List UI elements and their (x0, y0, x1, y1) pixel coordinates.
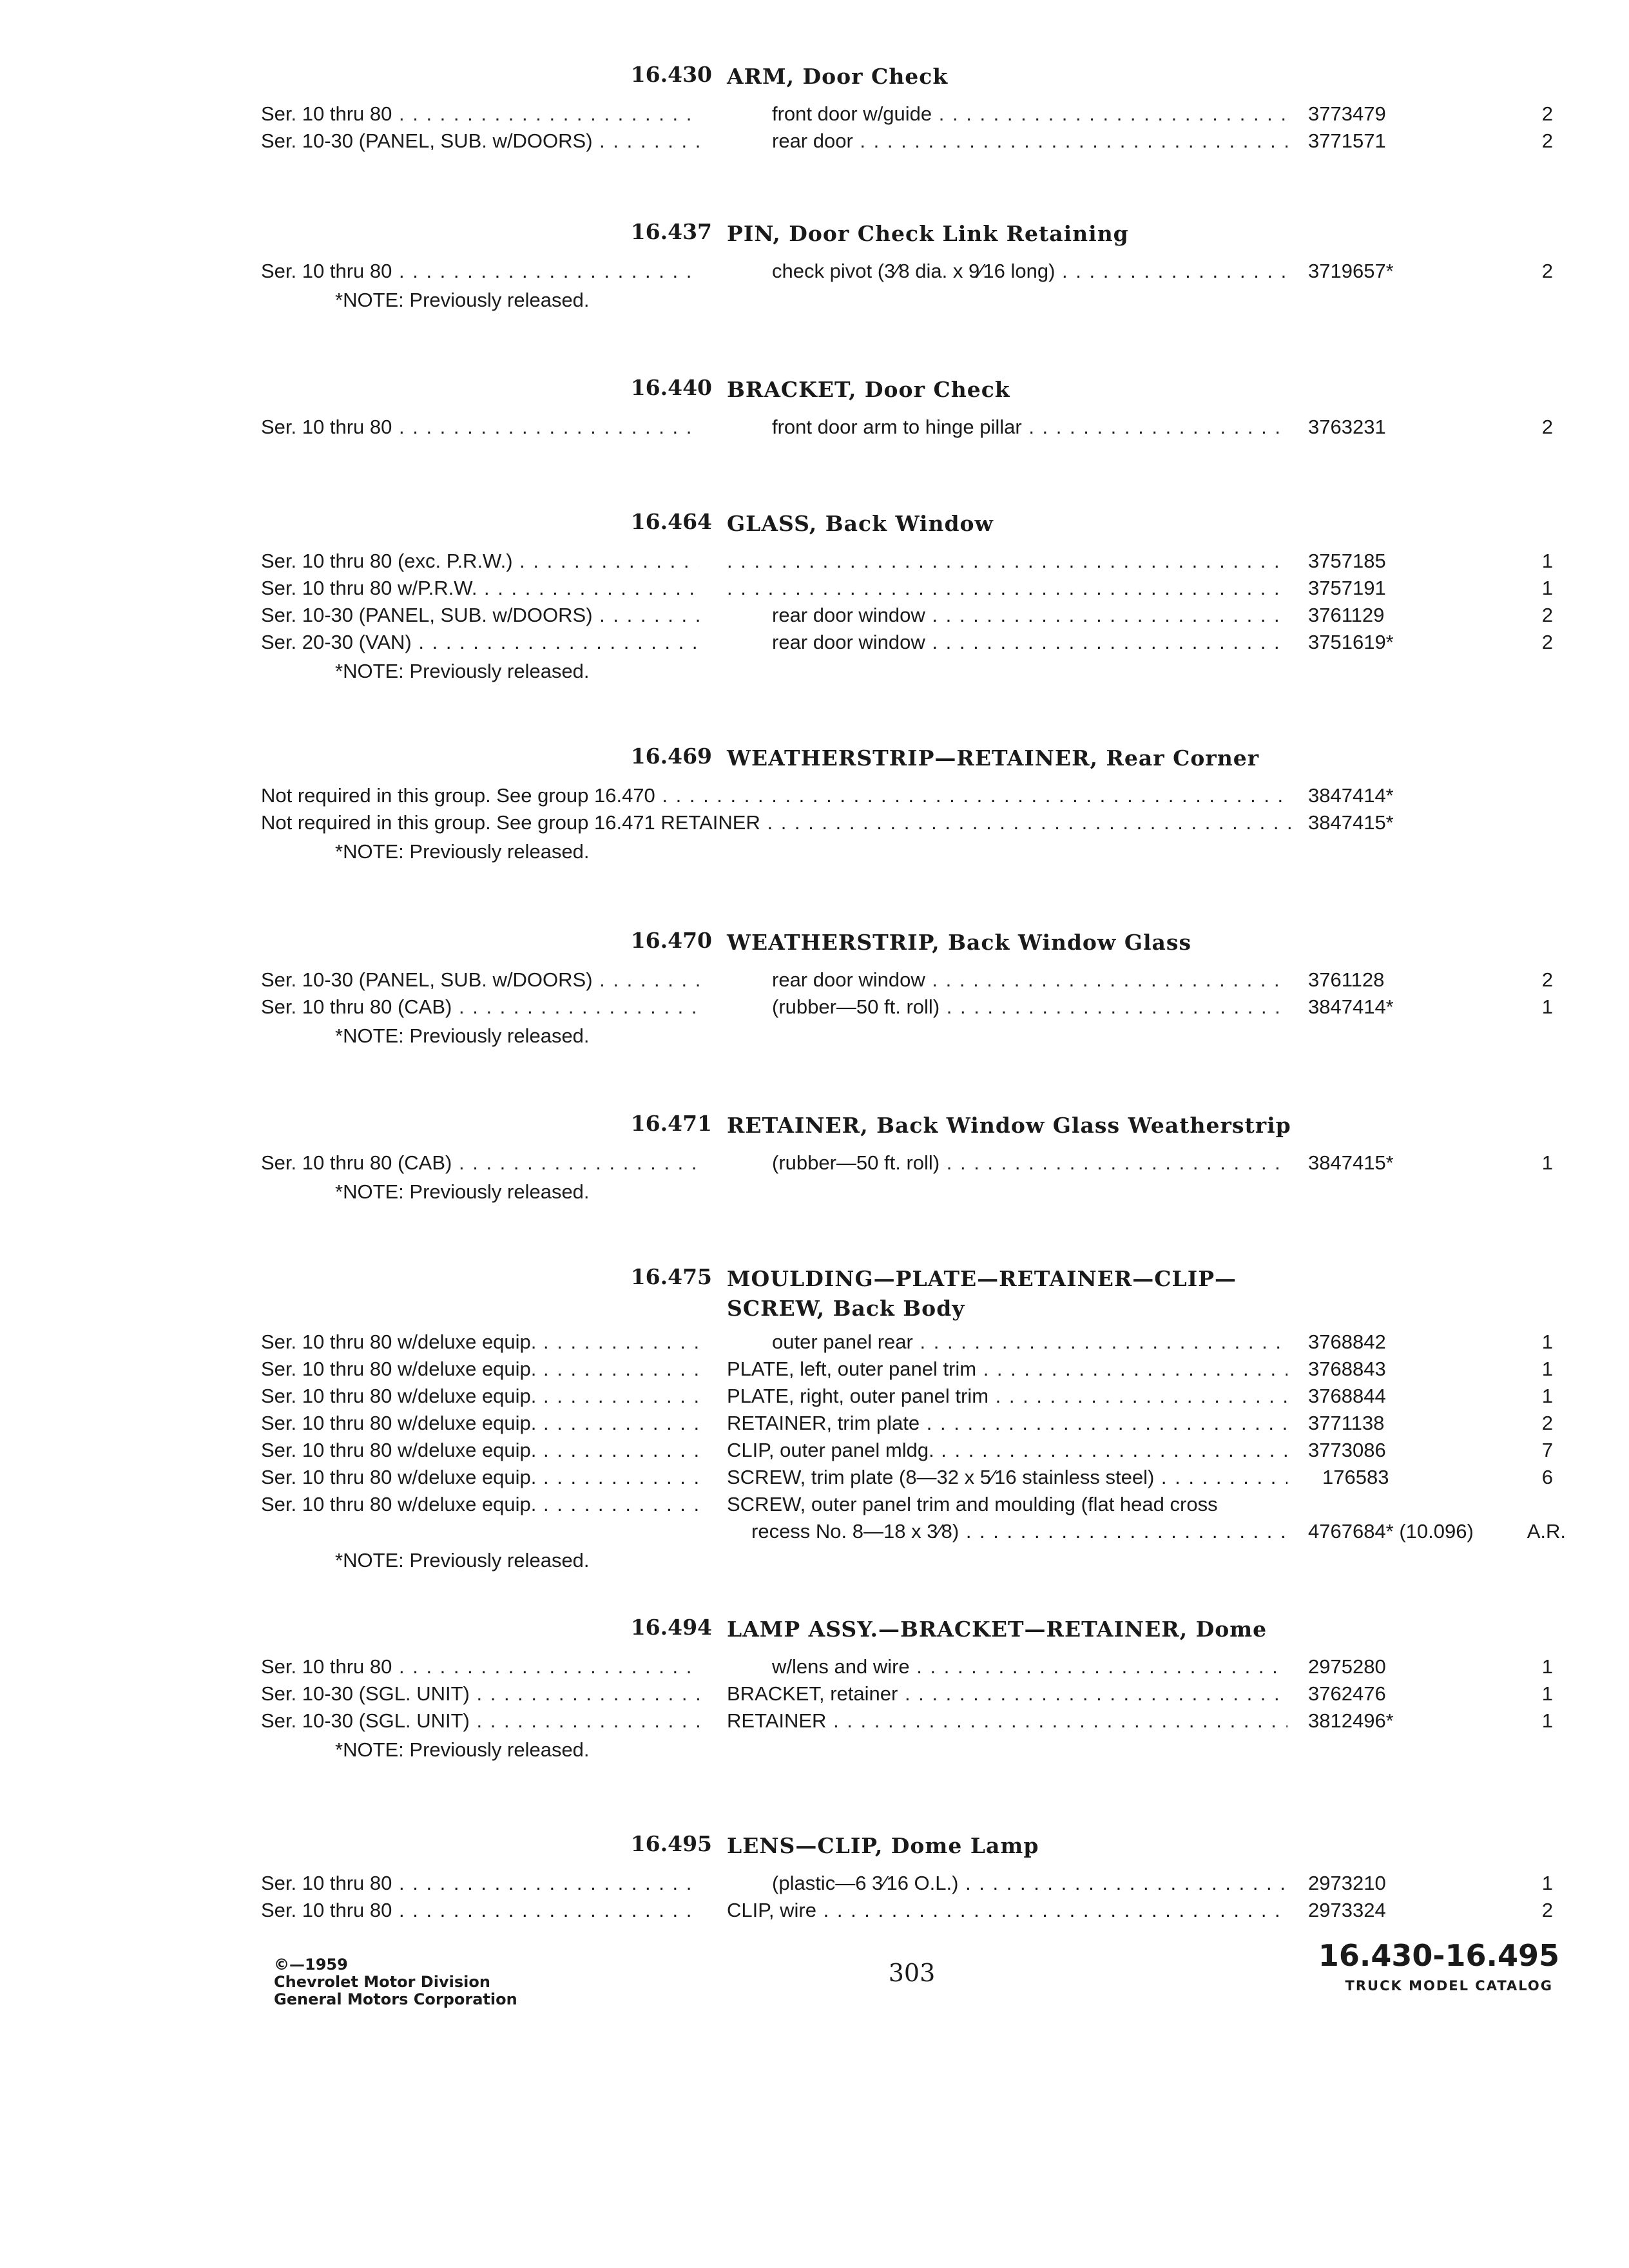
note-text: *NOTE: Previously released. (335, 1549, 590, 1571)
note-text: *NOTE: Previously released. (335, 289, 590, 311)
quantity-cell: 2 (1541, 416, 1553, 438)
table-row (0, 1680, 1629, 1707)
series-cell: Ser. 10 thru 80 . . . (261, 1897, 699, 1924)
series-cell: Ser. 10 thru 80 . . . (261, 1653, 699, 1680)
description-cell: (plastic—6 3⁄16 O.L.) . . . (727, 1870, 1287, 1897)
part-number-cell: 3763231 (1308, 416, 1386, 438)
series-cell: Not required in this group. See group 16.471 RETAINER . . . (261, 809, 1292, 836)
quantity-cell: 2 (1541, 631, 1553, 653)
quantity-cell: 2 (1541, 1899, 1553, 1921)
part-number-cell: 3768842 (1308, 1331, 1386, 1353)
series-cell: Ser. 10 thru 80 . . . (261, 101, 699, 128)
quantity-cell: 1 (1541, 550, 1553, 572)
description-cell: RETAINER, trim plate . . . (727, 1410, 1287, 1437)
description-cell: PLATE, left, outer panel trim . . . (727, 1356, 1287, 1383)
description-cell (727, 548, 1287, 575)
part-number-cell: 3757185 (1308, 550, 1386, 572)
part-number-cell: 3751619* (1308, 631, 1394, 653)
part-number-cell: 3773479 (1308, 102, 1386, 125)
description-cell: (rubber—50 ft. roll) . . . (727, 994, 1287, 1021)
group-title: GLASS, Back Window (727, 511, 994, 536)
description-cell: rear door window . . . (727, 602, 1287, 629)
series-cell: Ser. 10 thru 80 w/deluxe equip. . . . (261, 1491, 699, 1518)
part-number-cell: 3847415* (1308, 811, 1394, 834)
quantity-cell: 1 (1541, 1709, 1553, 1732)
table-row (0, 101, 1629, 128)
part-number-cell: 2973324 (1308, 1899, 1386, 1921)
series-cell: Ser. 10-30 (SGL. UNIT) . . . (261, 1680, 699, 1707)
quantity-cell: A.R. (1527, 1520, 1566, 1542)
series-cell: Ser. 10 thru 80 (CAB) . . . (261, 994, 699, 1021)
table-row (0, 966, 1629, 994)
series-cell: Ser. 10 thru 80 w/deluxe equip. . . . (261, 1437, 699, 1464)
table-row (0, 994, 1629, 1021)
table-row (0, 1437, 1629, 1464)
group-16-494 (0, 1615, 1629, 1765)
page-number: 303 (888, 1959, 936, 1987)
table-row (0, 1897, 1629, 1924)
table-row (0, 1149, 1629, 1177)
table-row (0, 782, 1629, 809)
part-number-cell: 2975280 (1308, 1655, 1386, 1678)
quantity-cell: 1 (1541, 1872, 1553, 1894)
quantity-cell: 1 (1541, 577, 1553, 599)
group-range: 16.430-16.495 (1318, 1938, 1559, 1973)
table-row (0, 1383, 1629, 1410)
group-16-495 (0, 1831, 1629, 1924)
part-number-cell: 4767684* (10.096) (1308, 1520, 1474, 1542)
group-number: 16.430 (630, 62, 712, 87)
table-row (0, 575, 1629, 602)
part-number-cell: 3847414* (1308, 995, 1394, 1018)
part-number-cell: 3762476 (1308, 1682, 1386, 1705)
group-title: WEATHERSTRIP—RETAINER, Rear Corner (727, 745, 1260, 771)
description-cell: CLIP, outer panel mldg. . . . (727, 1437, 1287, 1464)
table-row (0, 1410, 1629, 1437)
quantity-cell: 1 (1541, 1358, 1553, 1380)
group-number: 16.437 (630, 219, 712, 244)
group-16-430 (0, 62, 1629, 155)
part-number-cell: 176583 (1322, 1466, 1389, 1488)
quantity-cell: 2 (1541, 604, 1553, 626)
description-cell: front door arm to hinge pillar . . . (727, 414, 1287, 441)
group-16-471 (0, 1111, 1629, 1207)
series-cell: Ser. 10 thru 80 (exc. P.R.W.) . . . (261, 548, 699, 575)
part-number-cell: 3719657* (1308, 260, 1394, 282)
group-16-475 (0, 1264, 1629, 1576)
group-number: 16.471 (630, 1111, 712, 1136)
group-number: 16.470 (630, 928, 712, 953)
description-cell: BRACKET, retainer . . . (727, 1680, 1287, 1707)
quantity-cell: 6 (1541, 1466, 1553, 1488)
group-number: 16.464 (630, 509, 712, 534)
description-cell: rear door . . . (727, 128, 1287, 155)
table-row (0, 1707, 1629, 1735)
group-title: RETAINER, Back Window Glass Weatherstrip (727, 1113, 1291, 1138)
series-cell: Ser. 10 thru 80 w/deluxe equip. . . . (261, 1356, 699, 1383)
group-title: LAMP ASSY.—BRACKET—RETAINER, Dome (727, 1617, 1268, 1642)
footer-publisher (274, 1956, 660, 2008)
description-cell: SCREW, outer panel trim and moulding (flat head cross (727, 1493, 1218, 1515)
group-16-437 (0, 219, 1629, 316)
quantity-cell: 1 (1541, 1151, 1553, 1174)
description-cell: rear door window . . . (727, 629, 1287, 656)
series-cell: Ser. 10 thru 80 w/deluxe equip. . . . (261, 1383, 699, 1410)
quantity-cell: 1 (1541, 1655, 1553, 1678)
group-title-line-2: SCREW, Back Body (727, 1296, 965, 1321)
group-title: LENS—CLIP, Dome Lamp (727, 1833, 1039, 1858)
group-16-469 (0, 744, 1629, 867)
part-number-cell: 3771138 (1308, 1412, 1385, 1434)
description-cell: check pivot (3⁄8 dia. x 9⁄16 long) . . . (727, 258, 1287, 285)
series-cell: Not required in this group. See group 16.470 . . . (261, 782, 1292, 809)
table-row (0, 1491, 1629, 1545)
part-number-cell: 3771571 (1308, 130, 1386, 152)
group-title: WEATHERSTRIP, Back Window Glass (727, 930, 1192, 955)
description-cell: w/lens and wire . . . (727, 1653, 1287, 1680)
series-cell: Ser. 20-30 (VAN) . . . (261, 629, 699, 656)
part-number-cell: 3757191 (1308, 577, 1386, 599)
group-16-464 (0, 509, 1629, 687)
quantity-cell: 2 (1541, 260, 1553, 282)
series-cell: Ser. 10 thru 80 w/deluxe equip. . . . (261, 1464, 699, 1491)
table-row (0, 602, 1629, 629)
table-row (0, 1464, 1629, 1491)
series-cell: Ser. 10-30 (PANEL, SUB. w/DOORS) . . . (261, 128, 699, 155)
table-row (0, 128, 1629, 155)
note-text: *NOTE: Previously released. (335, 1180, 590, 1203)
table-row (0, 1356, 1629, 1383)
note-text: *NOTE: Previously released. (335, 1738, 590, 1761)
part-number-cell: 3812496* (1308, 1709, 1394, 1732)
note-text: *NOTE: Previously released. (335, 660, 590, 682)
table-row (0, 548, 1629, 575)
description-cell: PLATE, right, outer panel trim . . . (727, 1383, 1287, 1410)
part-number-cell: 3773086 (1308, 1439, 1386, 1461)
group-title (727, 1264, 1403, 1323)
part-number-cell: 3768844 (1308, 1385, 1386, 1407)
quantity-cell: 2 (1541, 968, 1553, 991)
description-cell: RETAINER . . . (727, 1707, 1287, 1735)
group-16-470 (0, 928, 1629, 1052)
table-row (0, 1329, 1629, 1356)
group-number: 16.495 (630, 1831, 712, 1856)
series-cell: Ser. 10-30 (PANEL, SUB. w/DOORS) . . . (261, 602, 699, 629)
copyright-text: ©—1959 (274, 1956, 348, 1974)
group-number: 16.469 (630, 744, 712, 769)
quantity-cell: 2 (1541, 1412, 1553, 1434)
description-cell (727, 575, 1287, 602)
quantity-cell: 7 (1541, 1439, 1553, 1461)
part-number-cell: 2973210 (1308, 1872, 1386, 1894)
quantity-cell: 2 (1541, 102, 1553, 125)
description-cell: (rubber—50 ft. roll) . . . (727, 1149, 1287, 1177)
quantity-cell: 1 (1541, 1385, 1553, 1407)
group-number: 16.475 (630, 1264, 712, 1289)
note-text: *NOTE: Previously released. (335, 840, 590, 863)
description-cell-continued: recess No. 8—18 x 3⁄8) . . . (727, 1518, 1287, 1545)
series-cell: Ser. 10 thru 80 (CAB) . . . (261, 1149, 699, 1177)
series-cell: Ser. 10-30 (SGL. UNIT) . . . (261, 1707, 699, 1735)
description-cell: outer panel rear . . . (727, 1329, 1287, 1356)
quantity-cell: 2 (1541, 130, 1553, 152)
group-title: BRACKET, Door Check (727, 377, 1010, 402)
table-row (0, 629, 1629, 656)
description-cell: CLIP, wire . . . (727, 1897, 1287, 1924)
division-text: Chevrolet Motor Division (274, 1973, 490, 1991)
part-number-cell: 3847414* (1308, 784, 1394, 807)
group-title: ARM, Door Check (727, 64, 949, 89)
series-cell: Ser. 10 thru 80 w/deluxe equip. . . . (261, 1329, 699, 1356)
group-title-line-1: MOULDING—PLATE—RETAINER—CLIP— (727, 1266, 1237, 1291)
part-number-cell: 3768843 (1308, 1358, 1386, 1380)
quantity-cell: 1 (1541, 1682, 1553, 1705)
table-row (0, 258, 1629, 285)
quantity-cell: 1 (1541, 1331, 1553, 1353)
table-row (0, 414, 1629, 441)
group-16-440 (0, 375, 1629, 441)
catalog-name: TRUCK MODEL CATALOG (1345, 1978, 1553, 1994)
table-row (0, 1870, 1629, 1897)
group-title: PIN, Door Check Link Retaining (727, 221, 1129, 246)
table-row (0, 809, 1629, 836)
quantity-cell: 1 (1541, 995, 1553, 1018)
description-cell: front door w/guide . . . (727, 101, 1287, 128)
corporation-text: General Motors Corporation (274, 1990, 517, 2008)
part-number-cell: 3761128 (1308, 968, 1385, 991)
series-cell: Ser. 10-30 (PANEL, SUB. w/DOORS) . . . (261, 966, 699, 994)
description-cell: SCREW, trim plate (8—32 x 5⁄16 stainless steel) . . . (727, 1464, 1287, 1491)
series-cell: Ser. 10 thru 80 . . . (261, 414, 699, 441)
series-cell: Ser. 10 thru 80 . . . (261, 258, 699, 285)
part-number-cell: 3761129 (1308, 604, 1385, 626)
series-cell: Ser. 10 thru 80 w/P.R.W. . . . (261, 575, 699, 602)
series-cell: Ser. 10 thru 80 . . . (261, 1870, 699, 1897)
series-cell: Ser. 10 thru 80 w/deluxe equip. . . . (261, 1410, 699, 1437)
part-number-cell: 3847415* (1308, 1151, 1394, 1174)
group-number: 16.440 (630, 375, 712, 400)
table-row (0, 1653, 1629, 1680)
note-text: *NOTE: Previously released. (335, 1024, 590, 1047)
description-cell: rear door window . . . (727, 966, 1287, 994)
group-number: 16.494 (630, 1615, 712, 1640)
